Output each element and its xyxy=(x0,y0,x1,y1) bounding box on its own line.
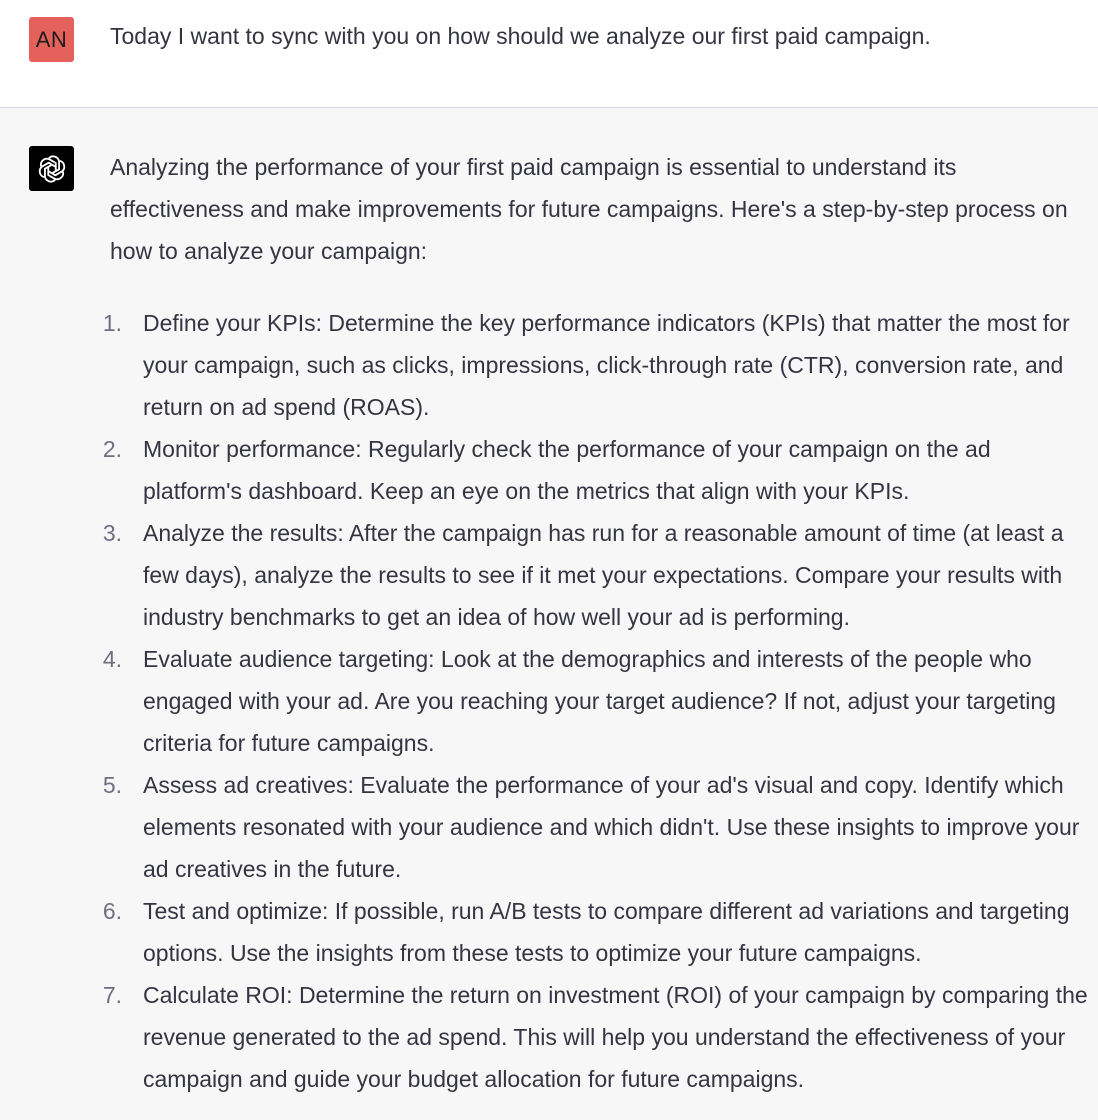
assistant-message-row xyxy=(0,108,1098,1120)
list-item xyxy=(0,890,1098,974)
user-message-text: Today I want to sync with you on how should we analyze our first paid campaign. xyxy=(110,23,931,49)
user-avatar: AN xyxy=(29,17,74,62)
step-text: Evaluate audience targeting: Look at the demographics and interests of the people who engaged with your ad. Are you reaching your target audience? If not, adjust your targeting criteria for future campaigns. xyxy=(143,646,1056,756)
list-item xyxy=(0,974,1098,1100)
user-message-row xyxy=(0,0,1098,108)
step-text: Monitor performance: Regularly check the performance of your campaign on the ad platform's dashboard. Keep an eye on the metrics that align with your KPIs. xyxy=(143,436,991,504)
assistant-intro-text: Analyzing the performance of your first paid campaign is essential to understand its effectiveness and make improvements for future campaigns. Here's a step-by-step process on how to analyze your campaign: xyxy=(110,154,1068,264)
step-number: 4. xyxy=(102,646,122,672)
step-number: 1. xyxy=(102,310,122,336)
openai-logo-icon xyxy=(35,152,69,186)
step-text: Calculate ROI: Determine the return on investment (ROI) of your campaign by comparing the revenue generated to the ad spend. This will help you understand the effectiveness of your campaign and guide your budget allocation for future campaigns. xyxy=(143,982,1088,1092)
step-text: Test and optimize: If possible, run A/B tests to compare different ad variations and targeting options. Use the insights from these tests to optimize your future campaigns. xyxy=(143,898,1070,966)
assistant-avatar xyxy=(29,146,74,191)
step-number: 7. xyxy=(102,982,122,1008)
list-item xyxy=(0,512,1098,638)
step-number: 5. xyxy=(102,772,122,798)
steps-list xyxy=(0,302,1098,1100)
list-item xyxy=(0,764,1098,890)
step-number: 6. xyxy=(102,898,122,924)
list-item xyxy=(0,428,1098,512)
step-text: Analyze the results: After the campaign has run for a reasonable amount of time (at least a few days), analyze the results to see if it met your expectations. Compare your results with industry benchmarks to get an idea of how well your ad is performing. xyxy=(143,520,1064,630)
step-number: 2. xyxy=(102,436,122,462)
list-item xyxy=(0,302,1098,428)
list-item xyxy=(0,638,1098,764)
step-text: Define your KPIs: Determine the key performance indicators (KPIs) that matter the most for your campaign, such as clicks, impressions, click-through rate (CTR), conversion rate, and return on ad spend (ROAS). xyxy=(143,310,1070,420)
step-number: 3. xyxy=(102,520,122,546)
step-text: Assess ad creatives: Evaluate the performance of your ad's visual and copy. Identify which elements resonated with your audience and which didn't. Use these insights to improve your ad creatives in the future. xyxy=(143,772,1080,882)
